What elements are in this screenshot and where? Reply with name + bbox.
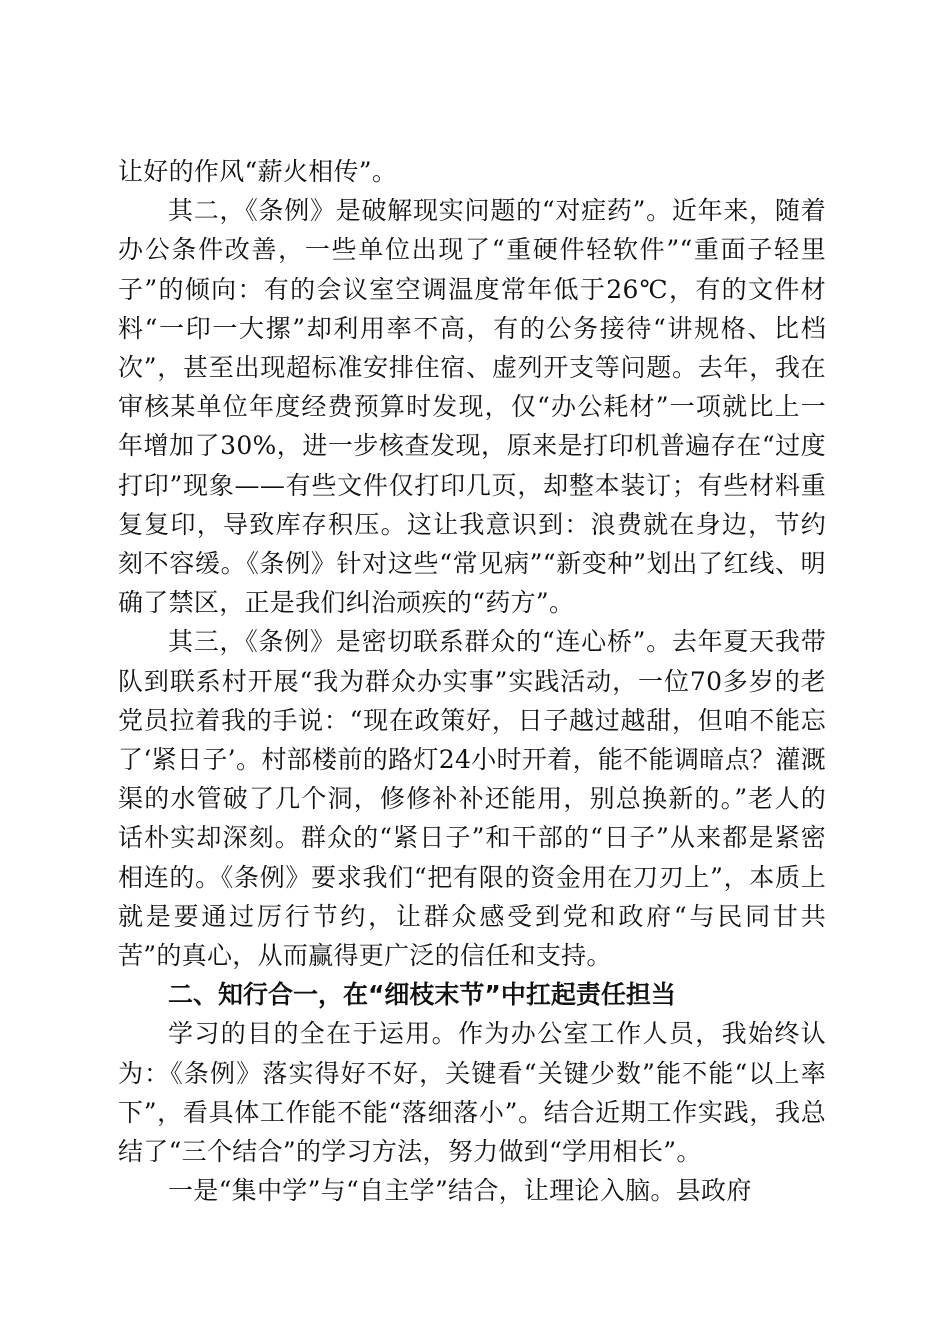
paragraph-method-one: 一是“集中学”与“自主学”结合，让理论入脑。县政府 bbox=[168, 1176, 752, 1206]
paragraph-continuation: 让好的作风“薪火相传”。 bbox=[118, 157, 398, 186]
paragraph-point-three: 其三，《条例》是密切联系群众的“连心桥”。去年夏天我带队到联系村开展“我为群众办实事”实践活动，一位70多岁的老党员拉着我的手说：“现在政策好，日子越过越甜，但咱不能忘了‘紧日子’。村部楼前的路灯24小时开着，能不能调暗点？灌溉渠的水管破了几个洞，修修补补还能用，别总换新的。”老人的话朴实却深刻。群众的“紧日子”和干部的“日子”从来都是紧密相连的。《条例》要求我们“把有限的资金用在刀刃上”，本质上就是要通过厉行节约，让群众感受到党和政府“与民同甘共苦”的真心，从而赢得更广泛的信任和支持。 bbox=[118, 627, 826, 971]
paragraph-point-two: 其二，《条例》是破解现实问题的“对症药”。近年来，随着办公条件改善，一些单位出现了“重硬件轻软件”“重面子轻里子”的倾向：有的会议室空调温度常年低于26℃，有的文件材料“一印一大摞”却利用率不高，有的公务接待“讲规格、比档次”，甚至出现超标准安排住宿、虚列开支等问题。去年，我在审核某单位年度经费预算时发现，仅“办公耗材”一项就比上一年增加了30%，进一步核查发现，原来是打印机普遍存在“过度打印”现象——有些文件仅打印几页，却整本装订；有些材料重复复印，导致库存积压。这让我意识到：浪费就在身边，节约刻不容缓。《条例》针对这些“常见病”“新变种”划出了红线、明确了禁区，正是我们纠治顽疾的“药方”。 bbox=[118, 196, 826, 618]
paragraph-study-purpose: 学习的目的全在于运用。作为办公室工作人员，我始终认为：《条例》落实得好不好，关键看“关键少数”能不能“以上率下”，看具体工作能不能“落细落小”。结合近期工作实践，我总结了“三个结合”的学习方法，努力做到“学用相长”。 bbox=[118, 1019, 826, 1167]
document-body bbox=[118, 152, 826, 1210]
section-heading-two: 二、知行合一，在“细枝末节”中扛起责任担当 bbox=[168, 980, 676, 1010]
